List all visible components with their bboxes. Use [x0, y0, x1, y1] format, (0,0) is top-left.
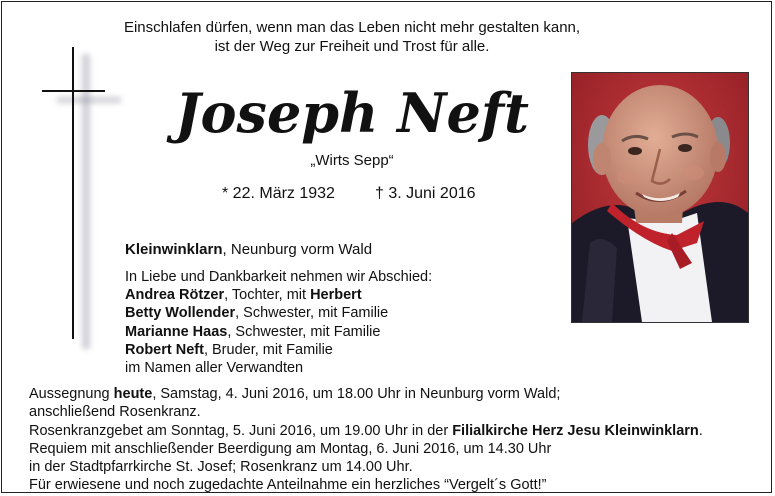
motto-line-1: Einschlafen dürfen, wenn man das Leben nicht mehr gestalten kann,	[123, 19, 581, 36]
mourner-line	[125, 323, 432, 341]
service-text: Aussegnung	[29, 386, 114, 402]
service-line	[29, 422, 703, 440]
deceased-name: Joseph Neft	[174, 81, 530, 145]
cross-shadow-bar	[57, 97, 121, 103]
service-highlight: heute	[113, 386, 153, 402]
deceased-nickname: „Wirts Sepp“	[310, 152, 394, 169]
service-line	[29, 385, 703, 403]
portrait-photo	[571, 72, 749, 323]
thanks-line: Für erwiesene und noch zugedachte Anteilnahme ein herzliches “Vergelt´s Gott!”	[29, 477, 547, 494]
mourner-name: Betty Wollender	[125, 305, 236, 322]
mourner-line	[125, 286, 432, 304]
service-line: in der Stadtpfarrkirche St. Josef; Rosenkranz um 14.00 Uhr.	[29, 459, 413, 476]
obituary-notice	[1, 1, 772, 493]
church-name: Filialkirche Herz Jesu Kleinwinklarn	[452, 422, 699, 439]
service-line: anschließend Rosenkranz.	[29, 404, 201, 421]
mourner-line	[125, 341, 432, 359]
mourner-relation: , Schwester, mit Familie	[235, 305, 389, 322]
mourner-name: Marianne Haas	[125, 323, 228, 340]
mourner-relation: , Schwester, mit Familie	[227, 323, 381, 340]
mourner-name: Robert Neft	[125, 341, 204, 358]
death-date: † 3. Juni 2016	[375, 185, 476, 202]
mourners-closing: im Namen aller Verwandten	[125, 360, 304, 377]
residence	[125, 241, 372, 258]
motto	[2, 18, 702, 56]
residence-rest: , Neunburg vorm Wald	[222, 241, 373, 258]
mourner-partner: Herbert	[310, 287, 362, 304]
service-text: .	[698, 422, 703, 439]
residence-town: Kleinwinklarn	[125, 241, 223, 258]
mourner-relation: , Bruder, mit Familie	[203, 341, 333, 358]
farewell-intro: In Liebe und Dankbarkeit nehmen wir Abschied:	[125, 269, 433, 285]
service-text: , Samstag, 4. Juni 2016, um 18.00 Uhr in Neunburg vorm Wald;	[152, 386, 561, 402]
motto-line-2: ist der Weg zur Freiheit und Trost für alle.	[214, 38, 490, 55]
cross-icon-bar	[42, 90, 105, 92]
portrait-illustration	[572, 73, 748, 322]
mourner-name: Andrea Rötzer	[125, 287, 225, 304]
mourners-block	[125, 268, 432, 377]
mourner-relation: , Tochter, mit	[224, 287, 311, 304]
birth-date: * 22. März 1932	[222, 185, 335, 202]
service-text: Rosenkranzgebet am Sonntag, 5. Juni 2016, um 19.00 Uhr in der	[29, 422, 453, 439]
service-line: Requiem mit anschließender Beerdigung am Montag, 6. Juni 2016, um 14.30 Uhr	[29, 440, 552, 457]
mourner-line	[125, 304, 432, 322]
service-details	[29, 385, 703, 495]
